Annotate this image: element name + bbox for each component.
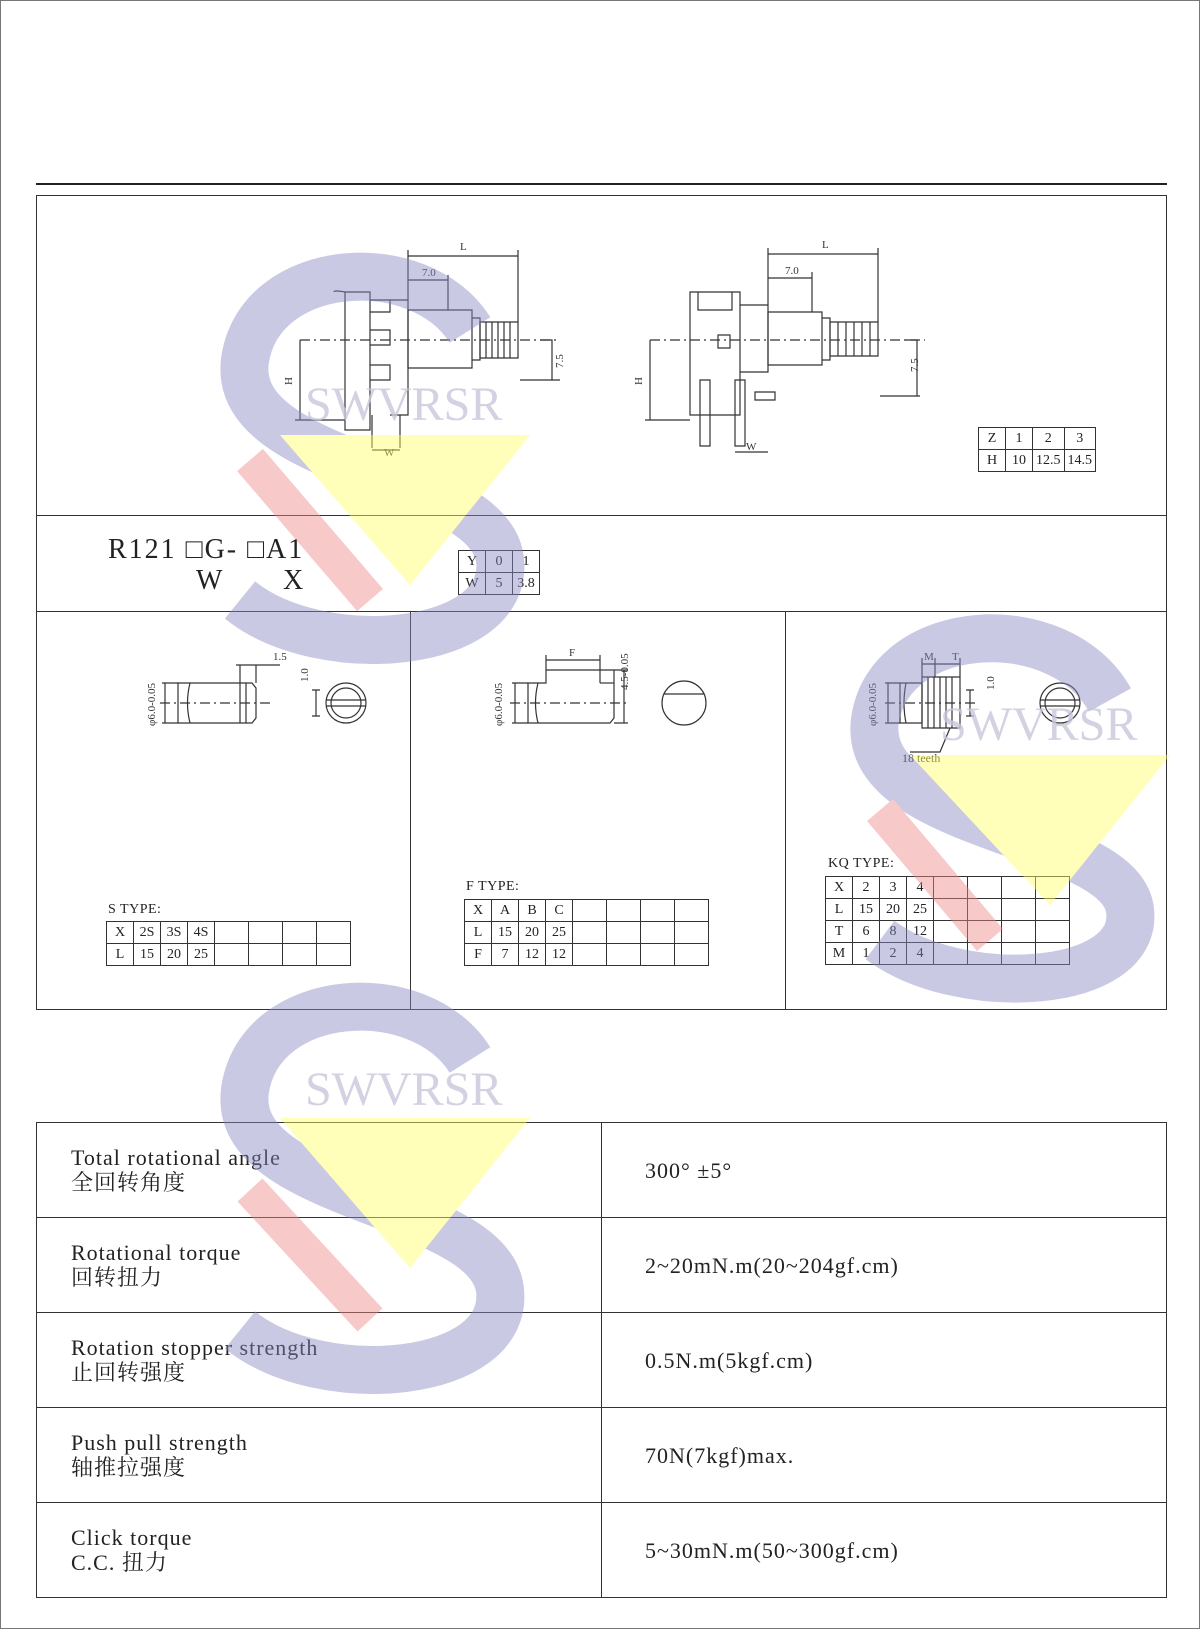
dim-l-left: L: [460, 241, 467, 253]
spec-row: [37, 1503, 1167, 1598]
dim-kq-phi: φ6.0-0.05: [867, 682, 879, 726]
dim-f-four-five: 4.5-0.05: [619, 653, 631, 690]
dim-w-left: W: [384, 447, 395, 459]
spec-value: 5~30mN.m(50~300gf.cm): [602, 1503, 1167, 1598]
dim-kq-one-zero: 1.0: [985, 676, 997, 690]
y-w-table: Y 0 1 W 5 3.8: [458, 550, 540, 595]
dim-seven-left: 7.0: [422, 267, 436, 279]
spec-label-cn: 止回转强度: [71, 1360, 187, 1385]
model-w-label: W: [196, 565, 223, 596]
model-x-label: X: [283, 565, 304, 596]
potentiometer-side-view-left: [295, 250, 560, 450]
spec-value: 0.5N.m(5kgf.cm): [602, 1313, 1167, 1408]
kq-type-label: KQ TYPE:: [828, 856, 895, 871]
spec-label-cn: 全回转角度: [71, 1170, 187, 1195]
watermark-text: SWVRSR: [305, 378, 503, 431]
z-h-table: Z 1 2 3 H 10 12.5 14.5: [978, 427, 1096, 472]
dim-h-right: H: [633, 377, 645, 385]
spec-label-en: Click torque: [71, 1525, 193, 1550]
spec-label-en: Total rotational angle: [71, 1145, 281, 1170]
f-type-shaft-drawing: [510, 655, 706, 725]
spec-label-cn: C.C. 扭力: [71, 1550, 168, 1575]
spec-row: [37, 1218, 1167, 1313]
kq-teeth-label: 18 teeth: [902, 751, 941, 765]
spec-value: 300° ±5°: [602, 1123, 1167, 1218]
s-type-shaft-drawing: [160, 665, 366, 723]
kq-type-table: X 2 3 4 L 15 20 25 T 6 8 12 M 1 2 4: [825, 876, 1070, 965]
f-type-label: F TYPE:: [466, 879, 520, 894]
watermark-text: SWVRSR: [940, 698, 1138, 751]
dim-seven-right: 7.0: [785, 265, 799, 277]
dim-f-f: F: [569, 647, 576, 659]
dim-s-one-zero: 1.0: [299, 668, 311, 682]
s-type-table: X 2S 3S 4S L 15 20 25: [106, 921, 351, 966]
spec-label-cn: 回转扭力: [71, 1265, 164, 1290]
dim-f-phi: φ6.0-0.05: [493, 682, 505, 726]
dim-h-left: H: [283, 377, 295, 385]
dim-kq-m: M: [924, 651, 934, 663]
spec-label-en: Rotational torque: [71, 1240, 242, 1265]
spec-label-en: Rotation stopper strength: [71, 1335, 319, 1360]
f-type-table: X A B C L 15 20 25 F 7 12 12: [464, 899, 709, 966]
spec-value: 2~20mN.m(20~204gf.cm): [602, 1218, 1167, 1313]
dim-seven-five-left: 7.5: [554, 354, 566, 368]
dim-s-phi: φ6.0-0.05: [146, 682, 158, 726]
spec-value: 70N(7kgf)max.: [602, 1408, 1167, 1503]
s-type-label: S TYPE:: [108, 902, 162, 917]
spec-label-en: Push pull strength: [71, 1430, 248, 1455]
spec-row: [37, 1313, 1167, 1408]
dim-kq-t: T: [952, 651, 959, 663]
dim-w-right: W: [746, 441, 757, 453]
spec-row: [37, 1408, 1167, 1503]
spec-row: [37, 1123, 1167, 1218]
dim-seven-five-right: 7.5: [909, 358, 921, 372]
watermark-text: SWVRSR: [305, 1063, 503, 1116]
kq-type-shaft-drawing: [885, 658, 1080, 752]
model-code: R121 □G- □A1: [108, 534, 305, 565]
spec-label-cn: 轴推拉强度: [71, 1455, 187, 1480]
potentiometer-side-view-right: [645, 248, 925, 452]
dim-l-right: L: [822, 239, 829, 251]
specs-table: [36, 1122, 1167, 1598]
dim-s-one-five: 1.5: [273, 651, 287, 663]
